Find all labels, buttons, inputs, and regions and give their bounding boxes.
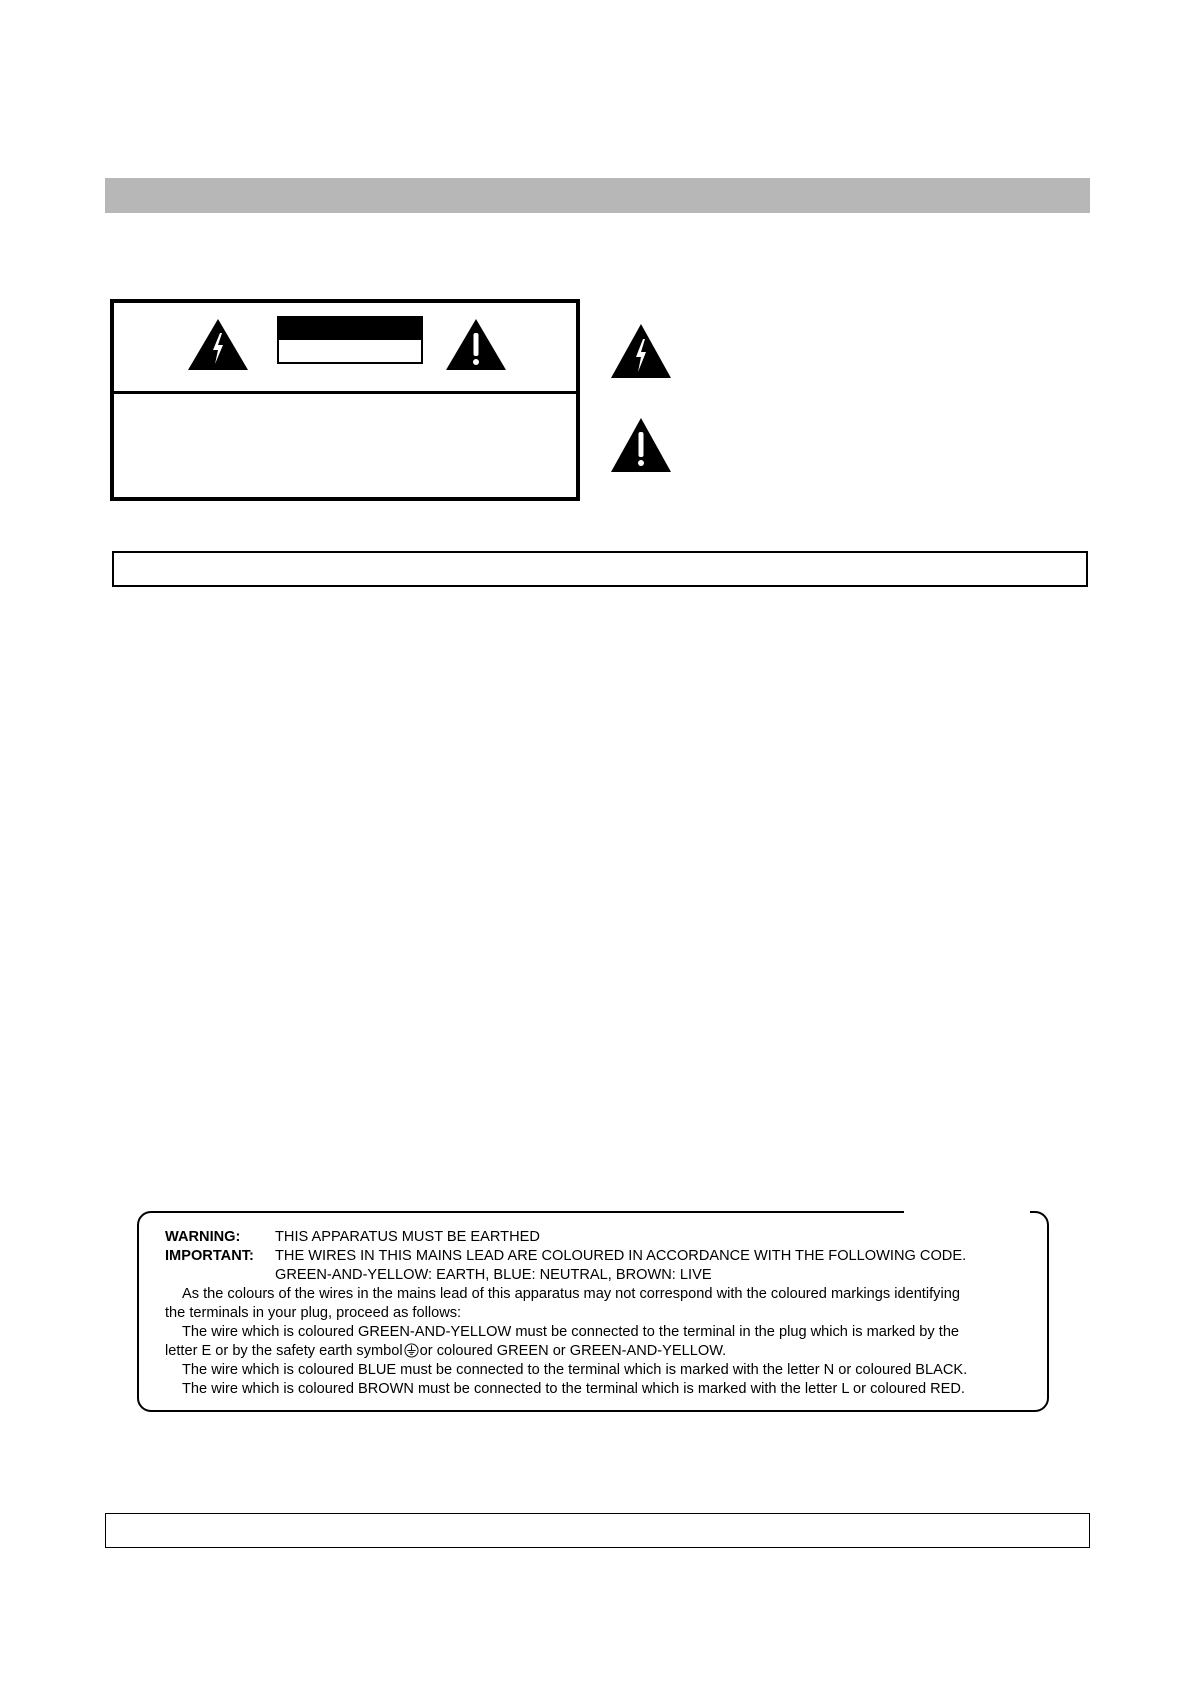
important-row — [165, 1247, 1045, 1266]
instruction-line-earth — [165, 1342, 1045, 1361]
caution-divider — [114, 391, 576, 394]
colour-code-row — [165, 1266, 1045, 1285]
exclamation-triangle-icon — [609, 416, 673, 474]
lightning-triangle-icon — [609, 322, 673, 380]
caution-label-plate — [277, 316, 423, 364]
notice-box — [112, 551, 1088, 587]
instruction-text: or coloured GREEN or GREEN-AND-YELLOW. — [419, 1343, 727, 1359]
earthing-warning-text — [165, 1228, 1045, 1399]
instruction-line: The wire which is coloured BROWN must be connected to the terminal which is marked with the letter L or coloured RED. — [182, 1381, 965, 1397]
warning-label: WARNING: — [165, 1229, 241, 1245]
exclamation-triangle-icon — [444, 317, 508, 372]
warning-text: THIS APPARATUS MUST BE EARTHED — [275, 1229, 540, 1245]
earth-symbol-icon — [404, 1343, 419, 1358]
instruction-line: the terminals in your plug, proceed as follows: — [165, 1305, 462, 1321]
lightning-triangle-icon — [186, 317, 250, 372]
instruction-line: As the colours of the wires in the mains lead of this apparatus may not correspond with the coloured markings identifying — [182, 1286, 960, 1302]
important-label: IMPORTANT: — [165, 1248, 254, 1264]
panel-border-gap — [904, 1205, 1030, 1217]
caution-label-box — [110, 299, 580, 501]
footer-box — [105, 1513, 1090, 1548]
instruction-line: The wire which is coloured BLUE must be connected to the terminal which is marked with the letter N or coloured BLACK. — [182, 1362, 968, 1378]
section-header-bar — [105, 178, 1090, 213]
colour-code-text: GREEN-AND-YELLOW: EARTH, BLUE: NEUTRAL, BROWN: LIVE — [275, 1267, 712, 1283]
warning-row — [165, 1228, 1045, 1247]
important-text: THE WIRES IN THIS MAINS LEAD ARE COLOURED IN ACCORDANCE WITH THE FOLLOWING CODE. — [275, 1248, 967, 1264]
instruction-line: The wire which is coloured GREEN-AND-YELLOW must be connected to the terminal in the plug which is marked by the — [182, 1324, 960, 1340]
caution-label-header — [279, 318, 421, 340]
instruction-text: letter E or by the safety earth symbol — [165, 1343, 403, 1359]
